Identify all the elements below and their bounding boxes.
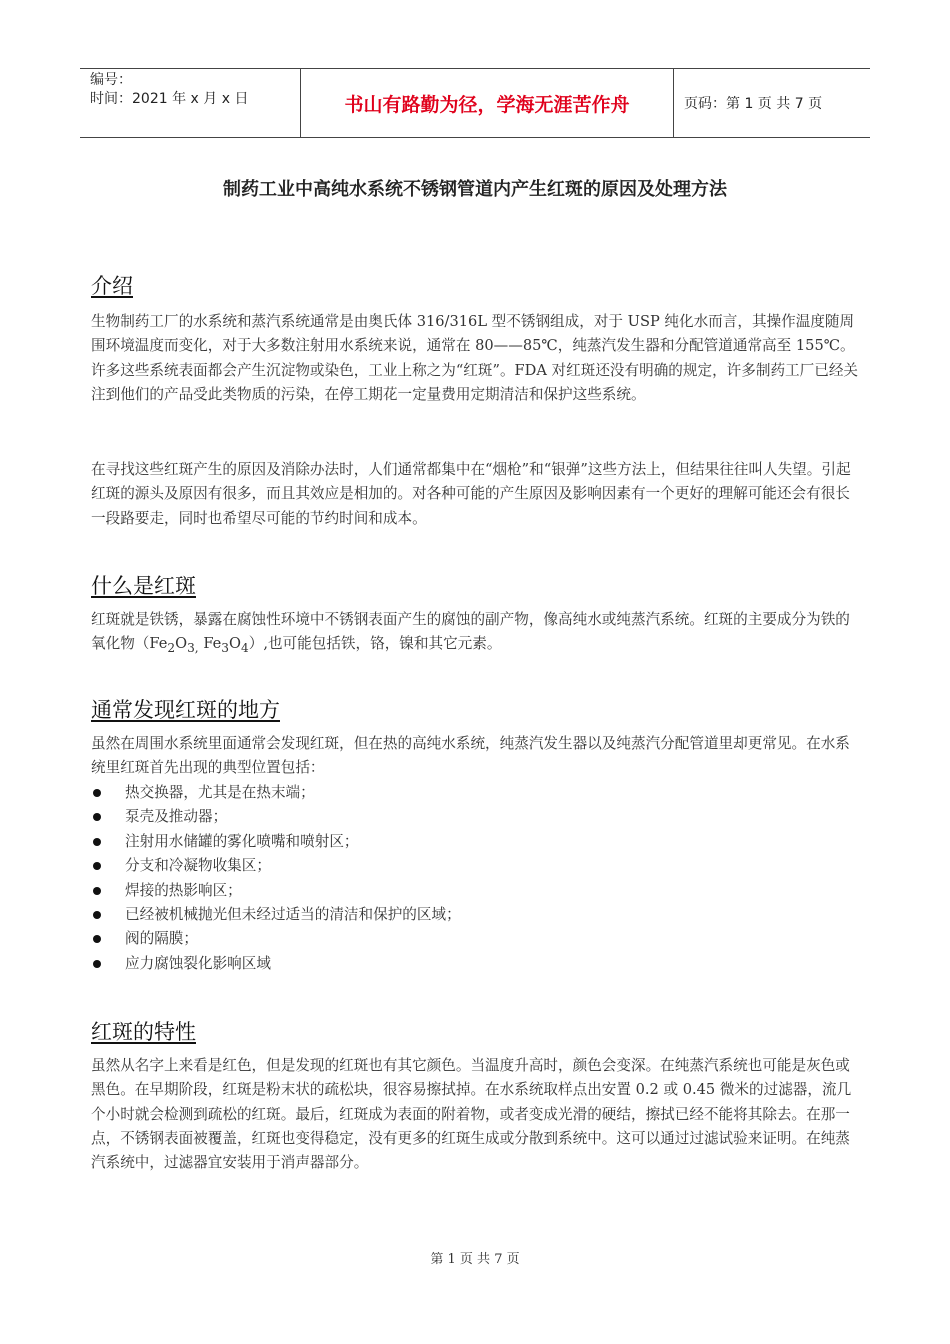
header-meta-cell xyxy=(80,69,301,137)
bullet-icon xyxy=(93,960,101,968)
list-item: 分支和冷凝物收集区； xyxy=(91,854,861,878)
header-motto: 书山有路勤为径，学海无涯苦作舟 xyxy=(301,69,674,137)
bullet-icon xyxy=(93,935,101,943)
intro-paragraph-2: 在寻找这些红斑产生的原因及消除办法时，人们通常都集中在“烟枪”和“银弹”这些方法上，但结果往往叫人失望。引起红斑的源头及原因有很多，而且其效应是相加的。对各种可能的产生原因及影响因素有一个更好的理解可能还会有很长一段路要走，同时也希望尽可能的节约时间和成本。 xyxy=(91,461,851,527)
bullet-icon xyxy=(93,911,101,919)
what-is-text-after: ）,也可能包括铁，铬，镍和其它元素。 xyxy=(248,635,502,653)
list-item: 阀的隔膜； xyxy=(91,927,861,951)
section-heading-characteristics: 红斑的特性 xyxy=(91,1020,196,1044)
section-heading-intro: 介绍 xyxy=(91,274,133,298)
formula-fe3o4: $Fe_3O_4$ xyxy=(203,635,249,656)
bullet-icon xyxy=(93,862,101,870)
list-item: 焊接的热影响区； xyxy=(91,879,861,903)
list-item: 已经被机械抛光但未经过适当的清洁和保护的区域； xyxy=(91,903,861,927)
what-is-text-before: 红斑就是铁锈，暴露在腐蚀性环境中不锈钢表面产生的腐蚀的副产物，像高纯水或纯蒸汽系统。红斑的主要成分为铁的氧化物（ xyxy=(91,611,850,653)
list-item: 热交换器，尤其是在热末端； xyxy=(91,781,861,805)
bullet-icon xyxy=(93,838,101,846)
what-is-paragraph xyxy=(91,608,861,661)
bullet-icon xyxy=(93,813,101,821)
locations-list xyxy=(91,781,861,976)
date-label: 时间：2021 年 x 月 x 日 xyxy=(90,91,249,107)
list-item: 泵壳及推动器； xyxy=(91,805,861,829)
intro-paragraph-1: 生物制药工厂的水系统和蒸汽系统通常是由奥氏体 316/316L 型不锈钢组成，对于 USP 纯化水而言，其操作温度随周围环境温度而变化，对于大多数注射用水系统来说，通常在 80——85℃，纯蒸汽发生器和分配管道通常高至 155℃。许多这些系统表面都会产生沉淀物或染色，工业上称之为“红斑”。FDA 对红斑还没有明确的规定，许多制药工厂已经关注到他们的产品受此类物质的污染，在停工期花一定量费用定期清洁和保护这些系统。 xyxy=(91,313,859,403)
header-page-info: 页码：第 1 页 共 7 页 xyxy=(684,96,823,112)
bullet-icon xyxy=(93,789,101,797)
locations-paragraph: 虽然在周围水系统里面通常会发现红斑，但在热的高纯水系统，纯蒸汽发生器以及纯蒸汽分配管道里却更常见。在水系统里红斑首先出现的典型位置包括： xyxy=(91,735,850,777)
bullet-icon xyxy=(93,887,101,895)
characteristics-paragraph: 虽然从名字上来看是红色，但是发现的红斑也有其它颜色。当温度升高时，颜色会变深。在纯蒸汽系统也可能是灰色或黑色。在早期阶段，红斑是粉末状的疏松块，很容易擦拭掉。在水系统取样点出安置 0.2 或 0.45 微米的过滤器，流几个小时就会检测到疏松的红斑。最后，红斑成为表面的附着物，或者变成光滑的硬结，擦拭已经不能将其除去。在那一点，不锈钢表面被覆盖，红斑也变得稳定，没有更多的红斑生成或分散到系统中。这可以通过过滤试验来证明。在纯蒸汽系统中，过滤器宜安装用于消声器部分。 xyxy=(91,1057,852,1172)
section-heading-what-is: 什么是红斑 xyxy=(91,574,196,598)
number-label: 编号： xyxy=(90,72,132,88)
formula-fe2o3: $Fe_2O_{3,}$ xyxy=(149,635,199,656)
document-header xyxy=(80,68,870,138)
section-heading-locations: 通常发现红斑的地方 xyxy=(91,698,280,722)
document-title: 制药工业中高纯水系统不锈钢管道内产生红斑的原因及处理方法 xyxy=(223,179,727,200)
list-item: 注射用水储罐的雾化喷嘴和喷射区； xyxy=(91,830,861,854)
list-item: 应力腐蚀裂化影响区域 xyxy=(91,952,861,976)
page-footer: 第 1 页 共 7 页 xyxy=(430,1252,520,1267)
